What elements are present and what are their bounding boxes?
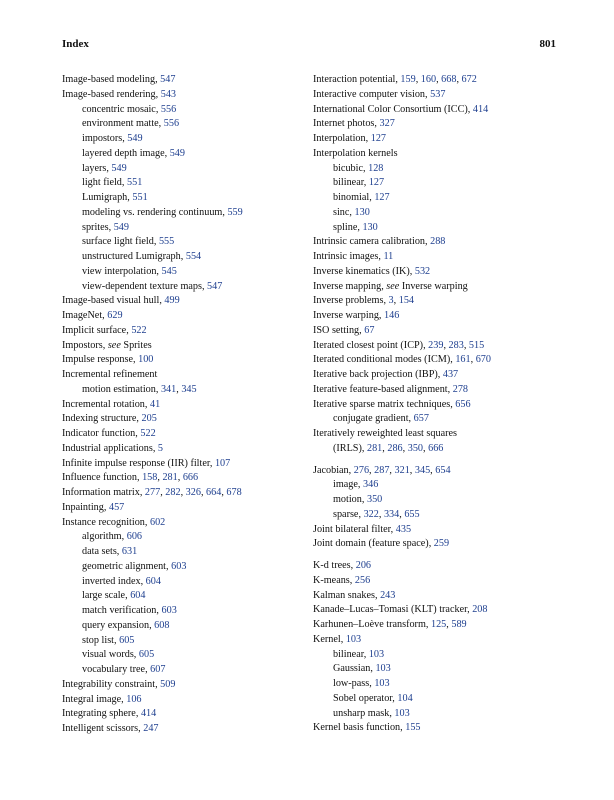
page-link[interactable]: 654 (435, 464, 451, 476)
index-entry: Joint domain (feature space), 259 (313, 538, 450, 550)
page-link[interactable]: 457 (108, 501, 125, 513)
index-entry: Infinite impulse response (IIR) filter, 107 (62, 457, 231, 469)
page-link[interactable]: 158 (142, 472, 158, 484)
index-term: motion estimation (82, 383, 156, 395)
index-term: Joint bilateral filter (313, 523, 391, 535)
index-subentry: (IRLS), 281, 286, 350, 666 (333, 442, 444, 454)
index-term: ISO setting (313, 324, 360, 336)
page-link[interactable]: 278 (452, 383, 469, 395)
page-link[interactable]: 604 (130, 590, 146, 602)
index-term: bilinear (333, 648, 364, 660)
index-term: view interpolation (82, 265, 157, 277)
index-entry: ImageNet, 629 (62, 310, 123, 321)
index-term: modeling vs. rendering continuum (82, 206, 223, 218)
running-title: Index (62, 38, 89, 50)
page-link[interactable]: 631 (121, 546, 138, 557)
index-entry: Iterated closest point (ICP), 239, 283, 515 (313, 339, 485, 351)
index-subentry: motion estimation, 341, 345 (82, 383, 197, 395)
index-subentry: spline, 130 (333, 221, 378, 233)
index-term: Iterated conditional modes (ICM) (313, 354, 451, 366)
index-term: Impostors (62, 339, 103, 351)
see-reference-word: see (386, 280, 400, 292)
page-link[interactable]: 104 (397, 692, 413, 704)
index-entry: Iterative feature-based alignment, 278 (313, 383, 469, 395)
index-term: sparse (333, 508, 359, 520)
index-term: Infinite impulse response (IIR) filter (62, 457, 210, 469)
page-link[interactable]: 326 (185, 487, 201, 498)
index-entry: K-means, 256 (313, 574, 371, 586)
page-link[interactable]: 499 (164, 295, 180, 307)
index-term: Jacobian (313, 464, 349, 476)
index-entry: International Color Consortium (ICC), 414 (313, 103, 489, 115)
index-subentry: modeling vs. rendering continuum, 559 (82, 206, 243, 218)
index-term: Image-based visual hull (62, 295, 160, 307)
page-link[interactable]: 603 (161, 605, 177, 616)
index-term: impostors (82, 133, 123, 144)
index-term: Inverse warping (313, 310, 379, 321)
index-term: Lumigraph (82, 192, 128, 203)
index-term: view-dependent texture maps (82, 280, 202, 292)
index-subentry: visual words, 605 (82, 649, 155, 661)
index-entry: Integrability constraint, 509 (62, 678, 176, 690)
page-link[interactable]: 130 (362, 221, 378, 233)
page-link[interactable]: 350 (366, 494, 383, 505)
index-term: ImageNet (62, 310, 103, 321)
index-term: bilinear (333, 177, 364, 189)
page-link[interactable]: 545 (161, 265, 177, 277)
index-entry: Inverse mapping, see Inverse warping (313, 280, 468, 292)
index-term: sinc (333, 206, 350, 218)
page-link[interactable]: 549 (113, 221, 129, 233)
index-term: surface light field (82, 236, 154, 248)
page-link[interactable]: 205 (141, 413, 157, 425)
index-term: Internet photos (313, 118, 375, 130)
index-term: Inpainting (62, 501, 104, 513)
index-term: Kanade–Lucas–Tomasi (KLT) tracker (313, 604, 468, 616)
index-entry: Image-based visual hull, 499 (62, 295, 180, 307)
page-link[interactable]: 67 (364, 324, 375, 336)
index-subentry: inverted index, 604 (82, 575, 161, 587)
index-entry: Iterated conditional modes (ICM), 161, 670 (313, 354, 491, 366)
page-link[interactable]: 281 (366, 442, 383, 454)
index-entry: Information matrix, 277, 282, 326, 664, 678 (62, 487, 242, 498)
index-term: Gaussian (333, 663, 371, 675)
index-term: Inverse kinematics (IK) (313, 265, 410, 277)
page-link[interactable]: 103 (394, 707, 410, 719)
index-subentry: Sobel operator, 104 (333, 692, 413, 704)
index-term: Industrial applications (62, 442, 153, 454)
index-term: K-means (313, 574, 350, 586)
index-term: Image-based modeling (62, 74, 156, 85)
index-entry: Kernel, 103 (313, 633, 362, 645)
index-entry: Impostors, see Sprites (62, 339, 152, 351)
index-term: light field (82, 177, 122, 189)
index-entry: ISO setting, 67 (313, 324, 375, 336)
index-entry: Influence function, 158, 281, 666 (62, 472, 199, 484)
index-subentry: impostors, 549 (82, 133, 143, 144)
index-entry: Kalman snakes, 243 (313, 589, 396, 601)
index-term: sprites (82, 221, 109, 233)
index-entry (313, 147, 583, 162)
index-entry: Joint bilateral filter, 435 (313, 523, 412, 535)
page-link[interactable]: 547 (207, 280, 223, 292)
page-link[interactable]: 341 (160, 383, 177, 395)
index-subentry: unsharp mask, 103 (333, 707, 410, 719)
page-link[interactable]: 608 (154, 619, 170, 631)
index-term: Influence function (62, 472, 137, 484)
index-entry: Intrinsic images, 11 (313, 251, 394, 262)
index-subentry: environment matte, 556 (82, 118, 180, 130)
index-entry: Intelligent scissors, 247 (62, 723, 159, 734)
index-term: Kernel basis function (313, 722, 401, 734)
index-entry (313, 427, 583, 442)
index-subentry: sparse, 322, 334, 655 (333, 508, 420, 520)
index-subentry: binomial, 127 (333, 192, 390, 203)
index-subentry: conjugate gradient, 657 (333, 413, 429, 425)
index-entry: Indexing structure, 205 (62, 413, 157, 425)
index-subentry: Lumigraph, 551 (82, 192, 148, 203)
page-link[interactable]: 555 (158, 236, 175, 248)
page-link[interactable]: 414 (140, 708, 157, 720)
index-term: Incremental refinement (62, 369, 158, 380)
index-entry: Image-based modeling, 547 (62, 74, 176, 85)
page-link[interactable]: 128 (368, 162, 384, 174)
page-link[interactable]: 549 (127, 133, 143, 144)
page-link[interactable]: 602 (149, 516, 166, 528)
page-link[interactable]: 664 (206, 487, 222, 498)
index-entry: K-d trees, 206 (313, 560, 371, 571)
index-entry: Kanade–Lucas–Tomasi (KLT) tracker, 208 (313, 604, 488, 616)
index-subentry: bilinear, 103 (333, 648, 385, 660)
index-entry: Inverse problems, 3, 154 (313, 295, 415, 307)
index-entry: Image-based rendering, 543 (62, 88, 176, 100)
page-link[interactable]: 321 (394, 464, 410, 476)
index-subentry: low-pass, 103 (333, 678, 390, 689)
page-link[interactable]: 678 (226, 487, 242, 498)
index-term: Incremental rotation (62, 398, 145, 410)
index-term: unstructured Lumigraph (82, 251, 181, 262)
index-term: conjugate gradient (333, 413, 409, 425)
index-term: match verification (82, 605, 157, 616)
page-link[interactable]: 657 (413, 413, 429, 425)
page-link[interactable]: 282 (165, 487, 181, 498)
page-link[interactable]: 345 (181, 383, 197, 395)
page-link[interactable]: 286 (387, 442, 403, 454)
index-term: Intelligent scissors (62, 723, 139, 734)
index-term: Information matrix (62, 487, 140, 498)
page-link[interactable]: 127 (374, 192, 390, 203)
index-subentry: sinc, 130 (333, 206, 370, 218)
index-entry: Indicator function, 522 (62, 428, 156, 439)
page-link[interactable]: 607 (150, 664, 166, 675)
index-entry: Implicit surface, 522 (62, 324, 147, 336)
page-link[interactable]: 437 (442, 369, 459, 380)
index-entry: Iterative back projection (IBP), 437 (313, 369, 459, 380)
page-link[interactable]: 656 (455, 398, 471, 410)
page-link[interactable]: 247 (143, 723, 159, 734)
page-link[interactable]: 206 (355, 560, 371, 571)
index-term: concentric mosaic (82, 103, 156, 115)
index-term: K-d trees (313, 560, 351, 571)
index-term: Iterative back projection (IBP) (313, 369, 438, 380)
index-term: Iterative feature-based alignment (313, 383, 448, 395)
index-subentry: view-dependent texture maps, 547 (82, 280, 223, 292)
index-subentry: layered depth image, 549 (82, 147, 185, 159)
index-subentry: vocabulary tree, 607 (82, 664, 166, 675)
index-entry: Inpainting, 457 (62, 501, 125, 513)
index-subentry: stop list, 605 (82, 634, 135, 646)
page-link[interactable]: 146 (384, 310, 400, 321)
index-column-left (62, 73, 302, 737)
index-term: unsharp mask (333, 707, 390, 719)
index-term: large scale (82, 590, 126, 602)
page-link[interactable]: 559 (227, 206, 243, 218)
page-link[interactable]: 549 (169, 147, 185, 159)
page-link[interactable]: 556 (160, 103, 177, 115)
page-link[interactable]: 160 (420, 74, 437, 85)
index-subentry: surface light field, 555 (82, 236, 175, 248)
index-term: Interaction potential (313, 74, 396, 85)
index-subentry: sprites, 549 (82, 221, 129, 233)
index-term: spline (333, 221, 358, 233)
index-term: Iterative sparse matrix techniques (313, 398, 451, 410)
index-subentry: query expansion, 608 (82, 619, 170, 631)
page-link[interactable]: 515 (468, 339, 485, 351)
index-term: Implicit surface (62, 324, 127, 336)
index-entry (62, 368, 302, 383)
index-term: environment matte (82, 118, 159, 130)
page-link[interactable]: 103 (374, 678, 390, 689)
page-link[interactable]: 509 (160, 678, 176, 690)
index-column-right (313, 73, 583, 736)
page-link[interactable]: 672 (461, 74, 477, 85)
index-entry: Karhunen–Loève transform, 125, 589 (313, 619, 467, 630)
page-link[interactable]: 549 (111, 162, 127, 174)
page-link[interactable]: 655 (404, 508, 420, 520)
index-term: Interpolation (313, 133, 366, 144)
index-entry: Inverse kinematics (IK), 532 (313, 265, 431, 277)
page-link[interactable]: 629 (107, 310, 123, 321)
page-link[interactable]: 522 (131, 324, 147, 336)
index-term: stop list (82, 634, 114, 646)
page-link[interactable]: 3 (388, 295, 394, 307)
index-subentry: match verification, 603 (82, 605, 177, 616)
page-link[interactable]: 11 (383, 251, 394, 262)
index-term: Karhunen–Loève transform (313, 619, 426, 630)
index-entry: Incremental rotation, 41 (62, 398, 161, 410)
index-term: Sobel operator (333, 692, 393, 704)
index-subentry: light field, 551 (82, 177, 143, 189)
index-term: bicubic (333, 162, 363, 174)
page-link[interactable]: 127 (368, 177, 385, 189)
page-link[interactable]: 5 (157, 442, 164, 454)
page-link[interactable]: 243 (380, 589, 396, 601)
index-entry: Iterative sparse matrix techniques, 656 (313, 398, 471, 410)
page-header (62, 38, 556, 54)
page-link[interactable]: 106 (126, 693, 142, 705)
index-subentry: large scale, 604 (82, 590, 146, 602)
index-subentry: image, 346 (333, 479, 379, 491)
index-term: query expansion (82, 619, 150, 631)
page-link[interactable]: 604 (145, 575, 161, 587)
index-subentry: motion, 350 (333, 494, 383, 505)
page-link[interactable]: 154 (398, 295, 415, 307)
index-term: International Color Consortium (ICC) (313, 103, 468, 115)
index-subentry: data sets, 631 (82, 546, 138, 557)
page-link[interactable]: 346 (363, 479, 379, 491)
index-entry: Integral image, 106 (62, 693, 142, 705)
page-link[interactable]: 155 (405, 722, 421, 734)
page-link[interactable]: 103 (375, 663, 391, 675)
index-entry: Intrinsic camera calibration, 288 (313, 236, 446, 248)
page-link[interactable]: 554 (185, 251, 202, 262)
index-term: Integrating sphere (62, 708, 136, 720)
index-entry: Internet photos, 327 (313, 118, 395, 130)
page-link[interactable]: 522 (140, 428, 156, 439)
index-term: Intrinsic images (313, 251, 379, 262)
index-entry: Interpolation, 127 (313, 133, 386, 144)
page-link[interactable]: 556 (163, 118, 180, 130)
index-term: geometric alignment (82, 560, 167, 572)
index-entry: Industrial applications, 5 (62, 442, 164, 454)
page-link[interactable]: 350 (407, 442, 423, 454)
page-link[interactable]: 127 (370, 133, 386, 144)
index-subentry: Gaussian, 103 (333, 663, 391, 675)
page-link[interactable]: 327 (379, 118, 395, 130)
page-link[interactable]: 543 (160, 88, 176, 100)
page-link[interactable]: 666 (182, 472, 199, 484)
index-term: Iteratively reweighted least squares (313, 428, 457, 439)
index-term: Kalman snakes (313, 589, 375, 601)
page-link[interactable]: 603 (171, 560, 187, 572)
index-term: data sets (82, 546, 117, 557)
page-link[interactable]: 161 (455, 354, 471, 366)
page-link[interactable]: 100 (138, 354, 154, 366)
index-term: binomial (333, 192, 370, 203)
index-term: Indicator function (62, 428, 136, 439)
page-link[interactable]: 103 (345, 633, 362, 645)
page-number: 801 (539, 38, 556, 50)
index-term: Intrinsic camera calibration (313, 236, 426, 248)
see-reference-target: Sprites (123, 339, 152, 351)
index-entry: Integrating sphere, 414 (62, 708, 157, 720)
page-link[interactable]: 277 (144, 487, 161, 498)
page-link[interactable]: 334 (383, 508, 400, 520)
see-reference-word: see (107, 339, 121, 351)
index-term: (IRLS) (333, 442, 362, 454)
page-link[interactable]: 322 (363, 508, 379, 520)
index-entry: Impulse response, 100 (62, 354, 154, 366)
index-term: Joint domain (feature space) (313, 538, 429, 550)
index-subentry: bicubic, 128 (333, 162, 384, 174)
index-term: Indexing structure (62, 413, 137, 425)
page-link[interactable]: 283 (448, 339, 464, 351)
index-term: Instance recognition (62, 516, 145, 528)
page-link[interactable]: 259 (433, 538, 450, 550)
page-link[interactable]: 414 (472, 103, 489, 115)
page-link[interactable]: 208 (472, 604, 488, 616)
index-term: image (333, 479, 358, 491)
index-term: Inverse problems (313, 295, 384, 307)
index-term: Integrability constraint (62, 678, 156, 690)
page-link[interactable]: 668 (441, 74, 457, 85)
see-reference-target: Inverse warping (401, 280, 468, 292)
page-link[interactable]: 276 (353, 464, 370, 476)
page-link[interactable]: 239 (428, 339, 444, 351)
page-link[interactable]: 532 (414, 265, 431, 277)
page-link[interactable]: 256 (354, 574, 371, 586)
index-term: layers (82, 162, 107, 174)
index-term: Iterated closest point (ICP) (313, 339, 424, 351)
page-link[interactable]: 537 (430, 88, 446, 100)
index-term: layered depth image (82, 147, 165, 159)
index-term: inverted index (82, 575, 141, 587)
index-entry: Instance recognition, 602 (62, 516, 166, 528)
page-link[interactable]: 589 (451, 619, 467, 630)
page-link[interactable]: 130 (354, 206, 370, 218)
index-term: Interpolation kernels (313, 147, 398, 159)
index-term: vocabulary tree (82, 664, 146, 675)
index-entry: Inverse warping, 146 (313, 310, 400, 321)
page-link[interactable]: 551 (132, 192, 148, 203)
index-term: Kernel (313, 633, 341, 645)
page-link[interactable]: 281 (162, 472, 178, 484)
index-subentry: view interpolation, 545 (82, 265, 177, 277)
index-entry: Kernel basis function, 155 (313, 722, 421, 734)
index-term: Interactive computer vision (313, 88, 426, 100)
page-link[interactable]: 125 (430, 619, 447, 630)
index-term: Integral image (62, 693, 122, 705)
index-term: Image-based rendering (62, 88, 156, 100)
page-link[interactable]: 103 (368, 648, 385, 660)
index-subentry: algorithm, 606 (82, 531, 142, 543)
page-link[interactable]: 288 (430, 236, 446, 248)
page-link[interactable]: 435 (395, 523, 412, 535)
index-term: Impulse response (62, 354, 134, 366)
index-subentry: concentric mosaic, 556 (82, 103, 177, 115)
page-link[interactable]: 605 (119, 634, 135, 646)
index-term: algorithm (82, 531, 122, 543)
index-subentry: layers, 549 (82, 162, 127, 174)
index-entry: Interactive computer vision, 537 (313, 88, 446, 100)
index-entry: Jacobian, 276, 287, 321, 345, 654 (313, 464, 451, 476)
index-term: Inverse mapping (313, 280, 382, 292)
page-link[interactable]: 345 (414, 464, 431, 476)
index-subentry: bilinear, 127 (333, 177, 385, 189)
page-link[interactable]: 606 (126, 531, 142, 543)
page-link[interactable]: 605 (138, 649, 155, 661)
index-subentry: geometric alignment, 603 (82, 560, 187, 572)
index-term: low-pass (333, 678, 370, 689)
page-link[interactable]: 107 (214, 457, 231, 469)
page-link[interactable]: 159 (400, 74, 416, 85)
index-entry: Interaction potential, 159, 160, 668, 672 (313, 74, 477, 85)
page-link[interactable]: 551 (127, 177, 143, 189)
index-subentry: unstructured Lumigraph, 554 (82, 251, 202, 262)
page-link[interactable]: 666 (428, 442, 444, 454)
page-link[interactable]: 41 (149, 398, 161, 410)
page-link[interactable]: 547 (160, 74, 176, 85)
page-link[interactable]: 670 (475, 354, 491, 366)
index-term: motion (333, 494, 362, 505)
index-term: visual words (82, 649, 134, 661)
page-link[interactable]: 287 (374, 464, 390, 476)
